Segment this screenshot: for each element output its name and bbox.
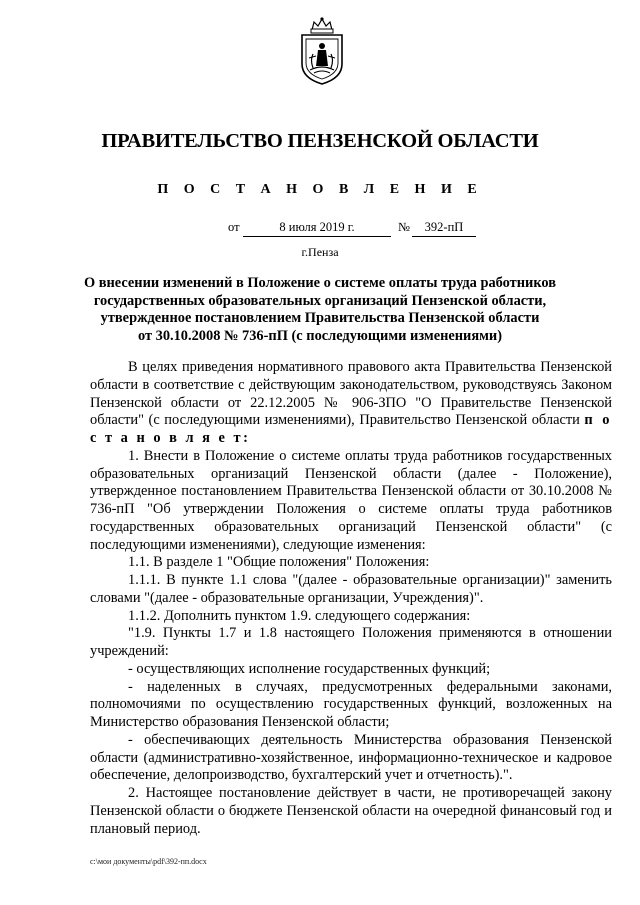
file-path-footer: c:\мои документы\pdf\392-пп.docx [90,857,207,866]
subject-line-2: государственных образовательных организаций Пензенской области, [93,292,547,309]
preamble-paragraph [90,359,612,448]
list-item-1: - осуществляющих исполнение государственных функций; [128,660,491,677]
paragraph-1: 1. Внести в Положение о системе оплаты труда работников государственных образовательных организаций Пензенской области (далее - Положение), утвержденное постановлением Правительства Пензенской области от 30.10.2008 № 736-пП "Об утверждении Положения о системе оплаты труда работников государственных образовательных организаций Пензенской области" (с последующими изменениями), следующие изменения: [90,447,612,553]
date-number-line [0,220,640,240]
document-body [90,359,612,838]
city: г.Пенза [301,245,339,259]
number-prefix: № [398,220,410,234]
paragraph-2: 2. Настоящее постановление действует в части, не противоречащей закону Пензенской области о бюджете Пензенской области на очередной финансовый год и плановый период. [90,785,612,837]
document-type: П О С Т А Н О В Л Е Н И Е [157,182,483,197]
coat-of-arms-emblem [296,16,348,86]
subject-line-1: О внесении изменений в Положение о системе оплаты труда работников [83,275,557,291]
list-item-3: - обеспечивающих деятельность Министерства образования Пензенской области (административно-хозяйственное, информационно-техническое и кадровое обеспечение, делопроизводство, бухгалтерский учет и отчетность).". [90,731,612,784]
paragraph-1-1-2: 1.1.2. Дополнить пунктом 1.9. следующего содержания: [128,607,471,624]
document-subject [80,275,560,345]
subject-line-3: утвержденное постановлением Правительства Пензенской области [100,310,540,326]
document-date: 8 июля 2019 г. [243,220,391,237]
paragraph-1-1: 1.1. В разделе 1 "Общие положения" Положения: [128,554,430,571]
date-prefix: от [228,220,240,234]
preamble-text: В целях приведения нормативного правового акта Правительства Пензенской области в соответствие с действующим законодательством, руководствуясь Законом Пензенской области от 22.12.2005 № 906-ЗПО "О Правительстве Пензенской области" (с последующими изменениями), Правительство Пензенской области [90,359,612,429]
paragraph-1-1-1: 1.1.1. В пункте 1.1 слова "(далее - образовательные организации)" заменить словами "(далее - образовательные организации, Учреждения)". [90,572,612,606]
subject-line-4: от 30.10.2008 № 736-пП (с последующими изменениями) [137,327,503,344]
document-number: 392-пП [412,220,476,237]
organization-title: ПРАВИТЕЛЬСТВО ПЕНЗЕНСКОЙ ОБЛАСТИ [101,130,539,152]
list-item-2: - наделенных в случаях, предусмотренных федеральными законами, полномочиями по осуществлению государственных функций, возложенных на Министерство образования Пензенской области; [90,678,612,730]
resolves-word: п о с т а н о в л я е т: [90,412,612,446]
paragraph-1-9: "1.9. Пункты 1.7 и 1.8 настоящего Положения применяются в отношении учреждений: [90,625,612,659]
